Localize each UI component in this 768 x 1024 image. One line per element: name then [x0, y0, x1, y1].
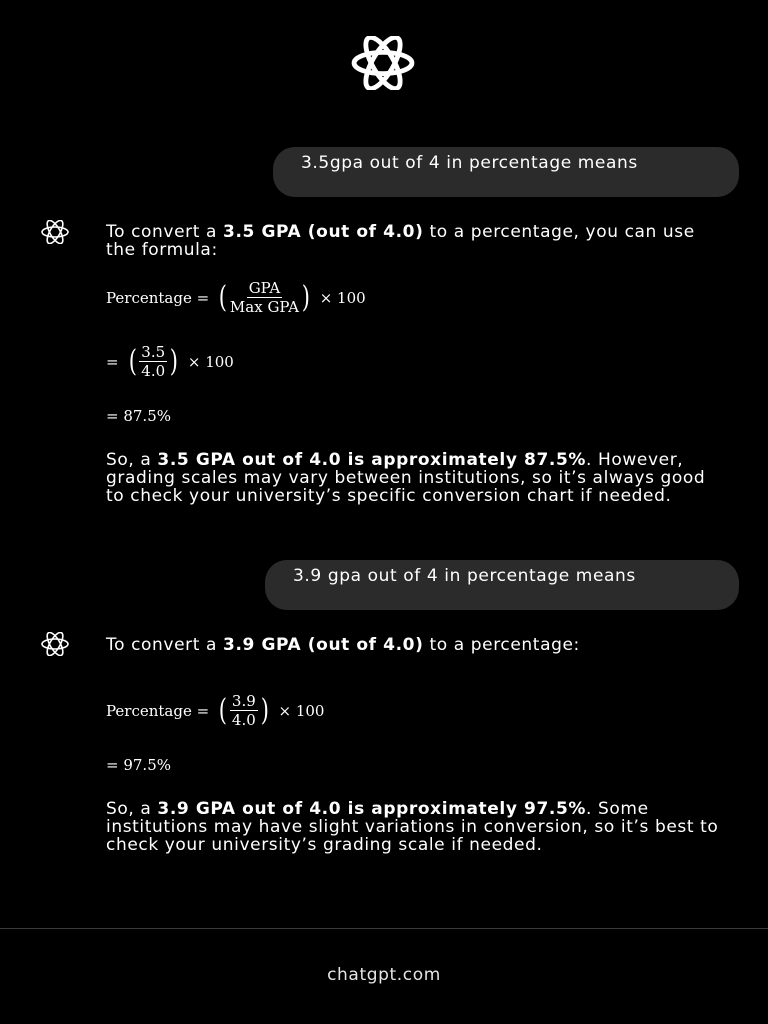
assistant-intro: To convert a 3.5 GPA (out of 4.0) to a percentage, you can use the formula:: [106, 222, 695, 260]
openai-logo-icon: [332, 36, 434, 90]
formula: Percentage = ( $\frac{\text{GPA}}{\text{Max GPA}}$ ) × 100: [106, 279, 366, 316]
fraction-denominator: Max GPA: [229, 298, 299, 316]
assistant-bold-text: 3.9 GPA out of 4.0 is approximately 97.5%: [157, 799, 587, 819]
formula-lhs: Percentage =: [106, 701, 210, 720]
formula-result: = 97.5%: [106, 756, 171, 774]
formula-multiplier: × 100: [187, 352, 234, 371]
formula-lhs: Percentage =: [106, 288, 210, 307]
formula-multiplier: × 100: [278, 701, 325, 720]
footer-domain[interactable]: chatgpt.com: [327, 965, 441, 985]
openai-logo-icon: [29, 220, 81, 244]
fraction: [139, 344, 167, 379]
openai-logo-icon: [29, 632, 81, 656]
assistant-summary: So, a 3.9 GPA out of 4.0 is approximately 97.5%. Some institutions may have slight variations in conversion, so it’s best to check your university’s grading scale if needed.: [106, 799, 719, 855]
footer-divider: [0, 928, 768, 929]
formula: Percentage = ( $\frac{3.9}{4.0}$ ) × 100: [106, 692, 325, 729]
assistant-summary: So, a 3.5 GPA out of 4.0 is approximately 87.5%. However, grading scales may vary between institutions, so it’s always good to check your university’s specific conversion chart if needed.: [106, 450, 706, 506]
assistant-bold-text: 3.5 GPA (out of 4.0): [223, 222, 424, 242]
user-message: [273, 147, 739, 197]
fraction-numerator: 3.9: [231, 692, 256, 710]
fraction: [230, 280, 299, 315]
assistant-intro: To convert a 3.9 GPA (out of 4.0) to a percentage:: [106, 635, 580, 655]
fraction-denominator: 4.0: [231, 711, 256, 729]
fraction: [230, 693, 258, 728]
formula-result: = 87.5%: [106, 407, 171, 425]
formula-multiplier: × 100: [319, 288, 366, 307]
fraction-numerator: 3.5: [141, 343, 166, 361]
user-message-text: 3.9 gpa out of 4 in percentage means: [293, 566, 636, 586]
assistant-bold-text: 3.5 GPA out of 4.0 is approximately 87.5%: [157, 450, 587, 470]
formula-step: = ( $\frac{3.5}{4.0}$ ) × 100: [106, 343, 234, 380]
user-message-text: 3.5gpa out of 4 in percentage means: [301, 153, 638, 173]
user-message: [265, 560, 739, 610]
formula-equals: =: [106, 352, 119, 371]
fraction-numerator: GPA: [248, 279, 281, 297]
fraction-denominator: 4.0: [141, 362, 166, 380]
assistant-bold-text: 3.9 GPA (out of 4.0): [223, 635, 424, 655]
